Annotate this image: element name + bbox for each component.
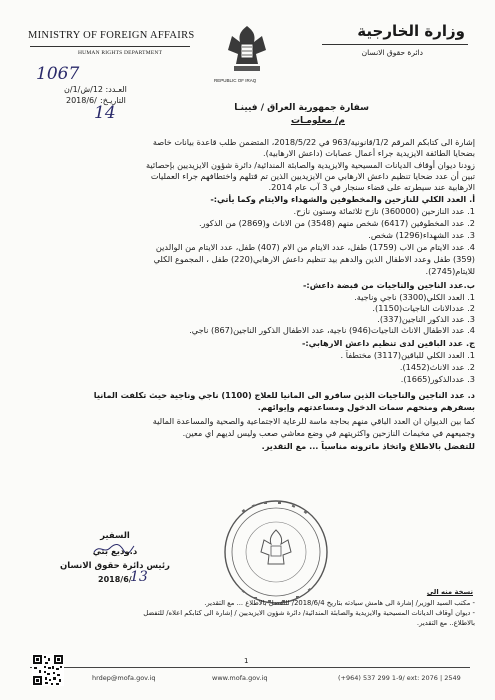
subject: م/ معلومـات [290,116,345,126]
handwritten-day: 14 [94,103,116,123]
closing-line: كما بين الديوان ان العدد الباقي منهم بحاجة ماسة للرعاية الاجتماعية والصحية والمساعدة المالية [152,416,475,426]
footer-email: hrdep@mofa.gov.iq [92,674,156,682]
section-a-item: 1. عدد النازحين (360000) نازح ثلاثمائة وستون نازح. [293,206,475,216]
qr-code-icon [32,654,64,686]
signature-position: رئيس دائرة حقوق الانسان [60,561,170,571]
signature-date: 2018/6/ [98,575,132,584]
section-c-item: 3. عددالذكور(1665). [400,374,475,384]
intro-line: الارهابية عند سيطرته على قضاء سنجار في 3 آب عام 2014. [268,182,475,192]
section-c-item: 2. عدد الاناث(1452). [399,362,475,372]
footer-phone: (+964) 537 299 1-9/ ext: 2076 | 2549 [338,674,461,682]
iraq-emblem-icon [218,20,276,80]
section-c-title: ج. عدد الباقين لدى تنظيم داعش الارهابي:- [301,338,475,348]
signature-name: د.وديع بتي [92,547,138,557]
handwritten-number: 1067 [36,64,80,84]
official-stamp-icon [222,498,330,606]
section-b-item: 3. عدد الذكور الناجين(337). [377,314,475,324]
section-d-line: بسفرهم ومنحهم سمات الدخول ومساعدتهم وإيوائهم. [257,402,475,412]
section-a-item: (359) طفل وعدد الاطفال الذين والدهم بيد تنظيم داعش الارهابي(220) طفل ، المجموع الكلي [153,254,475,264]
signature-date-hand: 13 [130,569,148,585]
copies-title: نسخة منه الى [426,588,473,596]
ministry-title-ar: وزارة الخارجية [357,22,465,40]
header-rule-ar [322,44,468,45]
department-title-en: HUMAN RIGHTS DEPARTMENT [78,50,163,56]
section-a-title: أ. العدد الكلي للنازحين والمخطوفين والشهداء والايتام وكما يأتي:- [210,194,475,204]
intro-line: تبين أن عدد ضحايا تنظيم داعش الارهابي من الايزيديين الذين تم قتلهم واختطافهم جراء العمليات [150,171,475,181]
page-number: 1 [244,657,249,665]
footer-rule [30,667,470,668]
reference-date-label: التاريـخ: [100,96,126,105]
reference-number: العـدد: 12/ش/1/ن [64,85,127,94]
intro-line: بضحايا الطائفة الايزيدية جراء أعمال عصابات (داعش الارهابية). [262,148,475,158]
copies-item: بالاطلاع.. مع التقدير. [416,619,475,627]
section-a-item: 2. عدد المخطوفين (6417) شخص منهم (3548) من الاناث و(2869) من الذكور. [199,218,475,228]
closing-line: وجميعهم في مخيمات النازحين واكثريتهم في وضع معاشي صعب وليس لديهم اي معين. [182,428,475,438]
section-c-item: 1. العدد الكلي للباقين(3117) مختطفاً . [340,350,475,360]
intro-line: إشارة الى كتابكم المرقم 1/2/قانونية/963 في 2018/5/22، المتضمن طلب قاعدة بيانات خاصة [152,137,475,147]
section-a-item: للايتام(2745). [425,266,475,276]
request-line: للتفضل بالاطلاع واتخاذ ماترونه مناسباً ... مع التقدير. [261,441,475,451]
section-d-line: د. عدد الناجين والناجيات الذين سافرو الى المانيا للعلاج (1100) ناجي وناجية حيث تكلفت المانيا [93,390,475,400]
department-title-ar: دائرة حقوق الانسان [361,48,423,57]
reference-date-value: 2018/6/ [66,96,97,105]
section-a-item: 4. عدد الايتام من الاب (1759) طفل، عدد الايتام من الام (407) طفل، عدد الايتام من الوالدين [155,242,475,252]
copies-item: - مكتب السيد الوزير/ إشارة الى هامش سيادته بتاريخ 2018/6/4/ للتفضل بالاطلاع ... مع التقدير. [204,599,475,607]
header-rule-en [30,46,190,47]
recipient: سفارة جمهورية العراق / فيينـا [234,103,369,113]
section-b-item: 1. العدد الكلي(3300) ناجي وناجية. [354,292,475,302]
section-b-item: 2. عددالانات الناجيات(1150). [372,303,475,313]
signature-title: السفير [100,531,130,541]
section-a-item: 3. عدد الشهداء(1296) شخص. [368,230,475,240]
intro-line: زودنا ديوان أوقاف الديانات المسيحية والايزيدية والصابئة المندائية/ دائرة شؤون الايزيديين بإحصائية [145,160,475,170]
copies-item: - ديوان أوقاف الديانات المسيحية والايزيدية والصابئة المندائية/ دائرة شؤون الايزيديين / إشارة الى كتابكم اعلاه/ للتفضل [143,609,475,617]
ministry-title-en: MINISTRY OF FOREIGN AFFAIRS [28,30,195,41]
section-b-item: 4. عدد الاطفال الاناث الناجيات(946) ناجية، عدد الاطفال الذكور الناجين(867) ناجي. [189,325,475,335]
section-b-title: ب.عدد الناجين والناجيات من قبضة داعش:- [303,280,475,290]
footer-website: www.mofa.gov.iq [212,674,268,682]
emblem-caption: REPUBLIC OF IRAQ [214,78,257,83]
